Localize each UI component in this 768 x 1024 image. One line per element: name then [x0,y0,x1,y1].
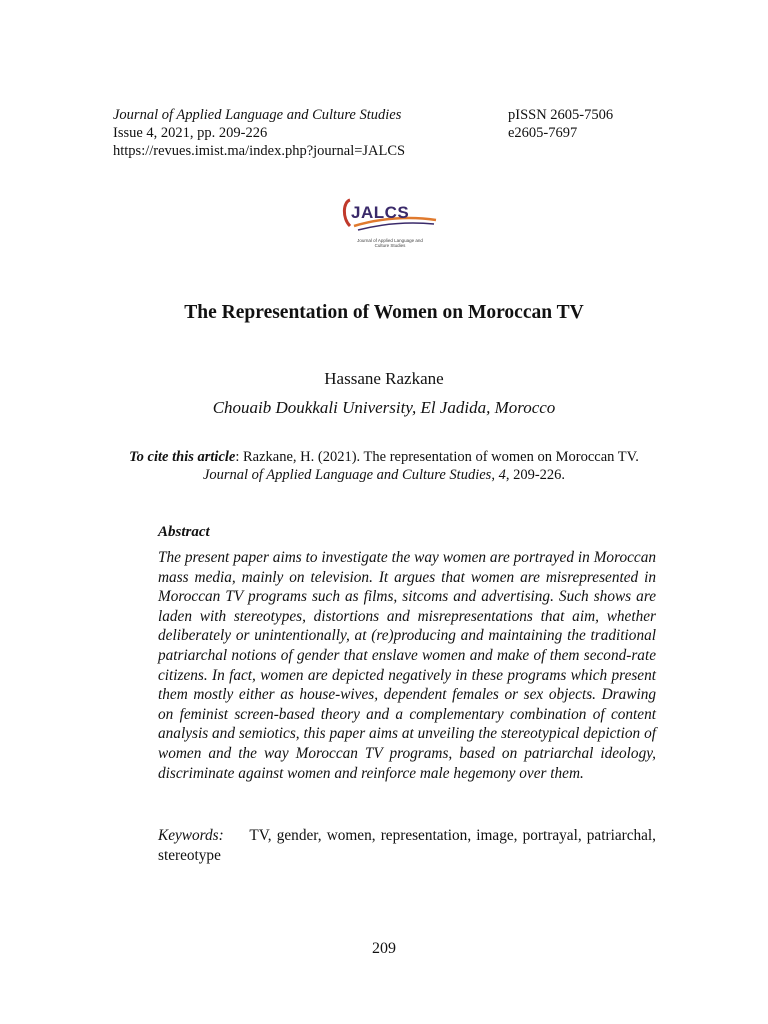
page-number: 209 [372,940,396,957]
citation-journal: Journal of Applied Language and Culture Studies, 4 [202,467,506,483]
author-name: Hassane Razkane [324,369,444,388]
keywords-label: Keywords: [158,827,224,844]
journal-info [113,106,493,160]
journal-issue: Issue 4, 2021, pp. 209-226 [113,125,268,141]
citation-pages: , 209-226. [505,467,566,483]
keywords-list: TV, gender, women, representation, image, portrayal, patriarchal, stereotype [158,827,657,864]
logo-text: JALCS [351,203,410,222]
eissn: e2605-7697 [508,125,578,141]
logo-subtitle-line1: Journal of Applied Language and [357,238,423,243]
abstract-body: The present paper aims to investigate the way women are portrayed in Moroccan mass media, mainly on television. It argues that women are misrepresented in Moroccan TV programs such as films, sitcoms and advertising. Such shows are laden with stereotypes, distortions and misrepresentations that aim, whether deliberately or unintentionally, at (re)producing and maintaining the traditional patriarchal notions of gender that enslave women and make of them second-rate citizens. In fact, women are depicted negatively in these programs which present them mostly either as house-wives, dependent females or sex objects. Drawing on feminist screen-based theory and a complementary combination of content analysis and semiotics, this paper aims at unveiling the stereotypical depiction of women and the way Moroccan TV programs, based on patriarchal ideology, discriminate against women and reinforce male hegemony over them. [158,549,656,782]
abstract-heading: Abstract [158,524,210,540]
logo-subtitle [340,238,440,248]
citation [100,448,668,484]
citation-text: : Razkane, H. (2021). The representation of women on Moroccan TV. [235,449,639,465]
journal-url[interactable]: https://revues.imist.ma/index.php?journal=JALCS [113,143,406,159]
journal-name: Journal of Applied Language and Culture Studies [113,107,402,123]
issn-info [508,106,638,142]
citation-label: To cite this article [129,449,236,465]
jalcs-logo [340,196,440,256]
author-affiliation: Chouaib Doukkali University, El Jadida, Morocco [212,398,556,417]
pissn: pISSN 2605-7506 [508,107,614,123]
article-title: The Representation of Women on Moroccan TV [184,302,584,323]
logo-subtitle-line2: Culture Studies [374,243,406,248]
keywords [158,826,656,865]
